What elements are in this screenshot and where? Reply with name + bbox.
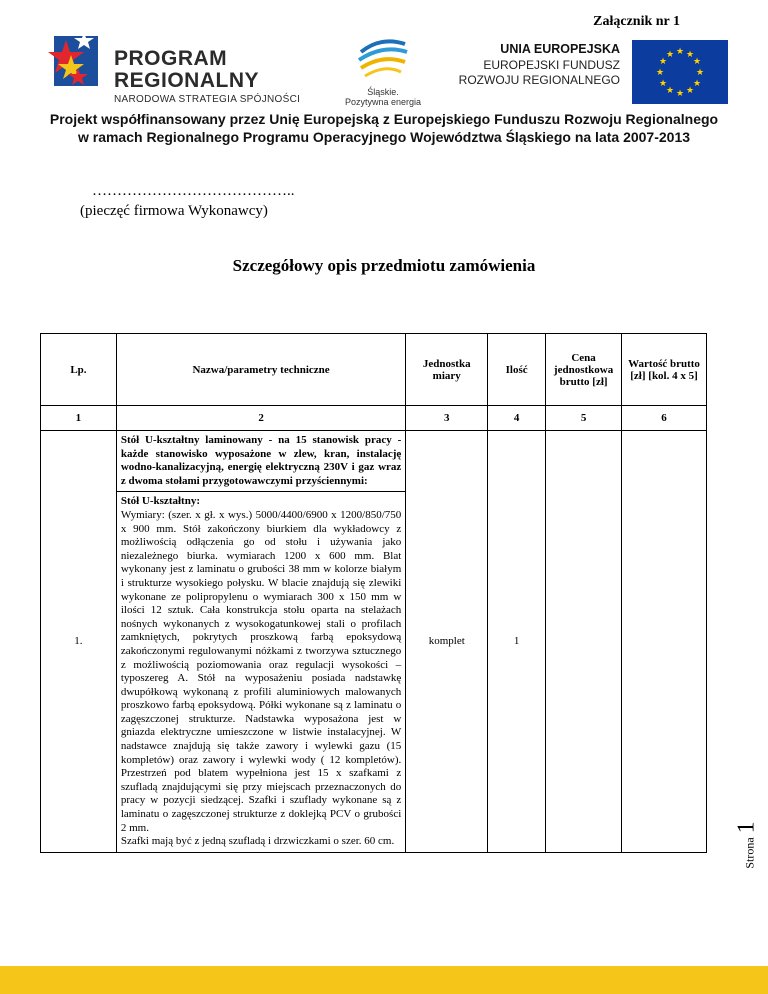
footer-bar	[0, 966, 768, 994]
column-number: 2	[116, 406, 405, 431]
column-number: 1	[41, 406, 117, 431]
eu-logo-line2: EUROPEJSKI FUNDUSZ	[483, 58, 620, 72]
row-intro: Stół U-kształtny laminowany - na 15 stanowisk pracy - każde stanowisko wyposażone w zlew, kran, instalację wodno-kanalizacyjną, energię elektryczną 230V i gaz wraz z dwoma stołami przygotowawczymi przyściennymi:	[116, 431, 405, 492]
column-number: 3	[406, 406, 488, 431]
project-line2: w ramach Regionalnego Programu Operacyjnego Województwa Śląskiego na lata 2007-2013	[77, 129, 691, 145]
row-description-cell	[116, 492, 405, 852]
header-unit-price: Cena jednostkowa brutto [zł]	[546, 334, 622, 406]
header-lp: Lp.	[41, 334, 117, 406]
row-lp: 1.	[41, 431, 117, 853]
page-label: Strona	[742, 837, 757, 869]
eu-flag-icon	[632, 40, 728, 104]
svg-text:★: ★	[692, 79, 702, 89]
row-description: Wymiary: (szer. x gł. x wys.) 5000/4400/6900 x 1200/850/750 x 900 mm. Stół zakończony biurkiem dla wykładowcy z możliwością odłączenia go od stołu i używania jako niezależnego biurka. wymiarach 1200 x 600 mm. Blat wykonany jest z laminatu o grubości 38 mm w kolorze białym i strukturze wysokiego połysku. W blacie znajdują się zlewiki wykonane ze polipropylenu o wymiarach 300 x 150 mm w ilości 12 sztuk. Cała konstrukcja stołu oparta na stelażach nośnych wykonanych z wysokogatunkowej stali o profilach zamkniętych, pokrytych proszkową farbą epoksydową zakończonymi regulowanymi nóżkami z tworzywa sztucznego z możliwością poziomowania oraz regulacji wysokości – typoszereg A. Stół na wyposażeniu posiada nadstawkę dwupółkową wykonaną z profili aluminiowych malowanych proszkowo farbą epoksydową. Półki wykonane są z laminatu o zagęszczonej strukturze. Nadstawka wyposażona jest w gniazda elektryczne umieszczone w listwie instalacyjnej. W nadstawce znajdują się także zawory i wylewki gazu (15 kompletów) oraz zawory i wylewki wody ( 12 kompletów). Przestrzeń pod blatem wypełniona jest 15 x szafkami z szufladą znajdującymi się przy miejscach przeznaczonych do pracy w pozycji siedzącej. Szafki i szuflady wykonane są z laminatu o zagęszczonej strukturze z doklejką PCV o grubości 2 mm.	[120, 508, 402, 834]
header-quantity: Ilość	[488, 334, 546, 406]
page-number: 1	[733, 821, 760, 834]
stamp-dots: …………………………………..	[92, 183, 295, 199]
header-name: Nazwa/parametry techniczne	[116, 334, 405, 406]
svg-text:★: ★	[675, 89, 685, 99]
header-unit: Jednostka miary	[406, 334, 488, 406]
svg-text:★: ★	[692, 57, 702, 67]
eu-logo-line3: ROZWOJU REGIONALNEGO	[458, 73, 620, 87]
svg-text:★: ★	[655, 68, 665, 78]
silesia-logo-line2: Pozytywna energia	[344, 97, 422, 107]
silesia-swirl-icon	[353, 34, 413, 82]
column-number: 4	[488, 406, 546, 431]
row-unit: komplet	[406, 431, 488, 853]
column-number: 6	[622, 406, 707, 431]
specification-table	[40, 333, 707, 853]
page-number-side	[727, 800, 767, 890]
table-row	[41, 431, 707, 492]
svg-text:★: ★	[695, 68, 705, 78]
row-sub-heading: Stół U-kształtny:	[120, 495, 200, 508]
header-total: Wartość brutto [zł] [kol. 4 x 5]	[622, 334, 707, 406]
table-header-row	[41, 334, 707, 406]
program-logo-line2: REGIONALNY	[114, 69, 260, 92]
page-title: Szczegółowy opis przedmiotu zamówienia	[232, 256, 536, 275]
program-regionalny-logo	[48, 30, 301, 110]
program-logo-line3: NARODOWA STRATEGIA SPÓJNOŚCI	[114, 94, 301, 105]
column-number-row	[41, 406, 707, 431]
silesia-logo	[338, 34, 428, 107]
row-total	[622, 431, 707, 853]
row-description-2: Szafki mają być z jedną szufladą i drzwiczkami o szer. 60 cm.	[120, 835, 395, 848]
svg-text:★: ★	[665, 50, 675, 60]
svg-text:★: ★	[658, 57, 668, 67]
svg-text:★: ★	[665, 86, 675, 96]
row-unit-price	[546, 431, 622, 853]
program-regionalny-mark-icon	[48, 30, 106, 94]
svg-text:★: ★	[675, 47, 685, 57]
project-line1: Projekt współfinansowany przez Unię Europejską z Europejskiego Funduszu Rozwoju Regionalnego	[49, 111, 719, 127]
column-number: 5	[546, 406, 622, 431]
stamp-label: (pieczęć firmowa Wykonawcy)	[80, 203, 268, 219]
svg-text:★: ★	[685, 86, 695, 96]
silesia-logo-line1: Śląskie.	[367, 87, 399, 97]
svg-text:★: ★	[658, 79, 668, 89]
annex-label: Załącznik nr 1	[593, 14, 680, 29]
svg-text:★: ★	[685, 50, 695, 60]
row-quantity: 1	[488, 431, 546, 853]
eu-logo	[458, 40, 728, 100]
program-logo-line1: PROGRAM	[114, 47, 228, 70]
eu-logo-line1: UNIA EUROPEJSKA	[500, 42, 620, 56]
